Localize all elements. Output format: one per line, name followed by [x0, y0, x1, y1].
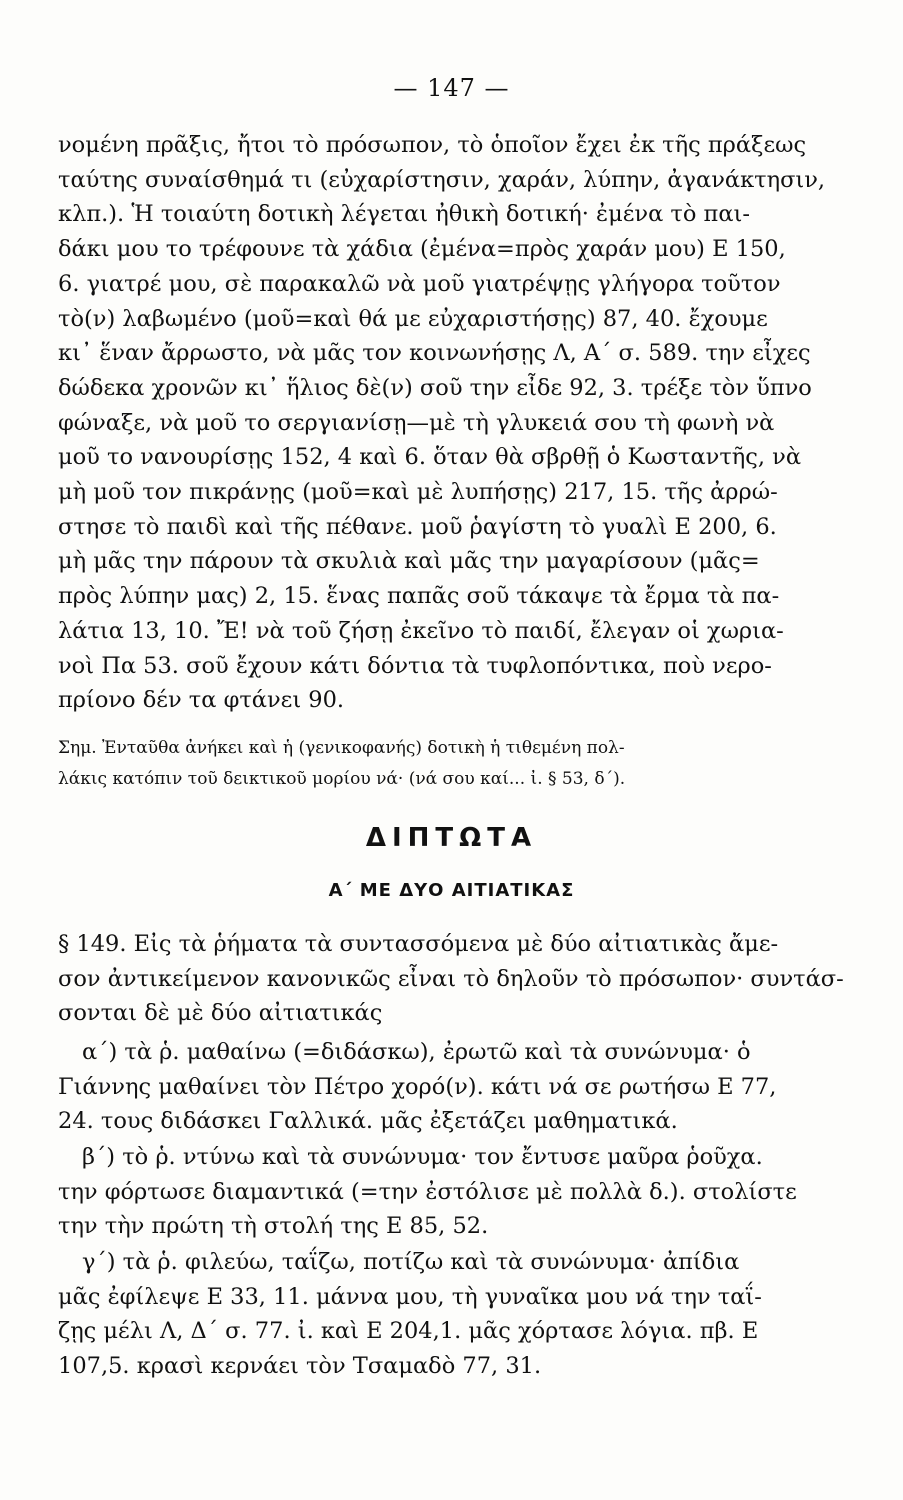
- text-line: ζῃς μέλι Λ, Δ΄ σ. 77. ἰ. καὶ Ε 204,1. μᾶς χόρτασε λόγια. πβ. Ε: [58, 1318, 759, 1345]
- text-line: γ΄) τὰ ῥ. φιλεύω, ταΐζω, ποτίζω καὶ τὰ συνώνυμα· ἀπίδια: [82, 1249, 740, 1275]
- text-line: νομένη πρᾶξις, ἤτοι τὸ πρόσωπον, τὸ ὁποῖον ἔχει ἐκ τῆς πράξεως: [58, 132, 807, 158]
- text-line: την φόρτωσε διαμαντικά (=την ἐστόλισε μὲ πολλὰ δ.). στολίστε: [58, 1178, 797, 1205]
- item-c: [58, 1245, 870, 1384]
- text-line: σον ἀντικείμενον κανονικῶς εἶναι τὸ δηλοῦν τὸ πρόσωπον· συντάσ-: [58, 965, 844, 992]
- text-line: πρίονο δέν τα φτάνει 90.: [58, 687, 345, 714]
- note-line: λάκις κατόπιν τοῦ δεικτικοῦ μορίου νά· (νά σου καί... ἰ. § 53, δ΄).: [58, 769, 626, 789]
- text-line: σονται δὲ μὲ δύο αἰτιατικάς: [58, 1000, 383, 1027]
- text-line: νοὶ Πα 53. σοῦ ἔχουν κάτι δόντια τὰ τυφλοπόντικα, ποὺ νερο-: [58, 652, 772, 679]
- text-line: § 149. Εἰς τὰ ῥήματα τὰ συντασσόμενα μὲ δύο αἰτιατικὰς ἄμε-: [58, 931, 779, 957]
- section-paragraph: [58, 927, 870, 1031]
- text-line: μὴ μᾶς την πάρουν τὰ σκυλιὰ καὶ μᾶς την μαγαρίσουν (μᾶς=: [58, 548, 760, 575]
- text-line: φώναξε, νὰ μοῦ το σεργιανίσῃ—μὲ τὴ γλυκειά σου τὴ φωνὴ νὰ: [58, 409, 775, 436]
- text-line: Γιάννης μαθαίνει τὸν Πέτρο χορό(ν). κάτι νά σε ρωτήσω Ε 77,: [58, 1073, 777, 1100]
- text-line: δάκι μου το τρέφουνε τὰ χάδια (ἐμένα=πρὸς χαράν μου) Ε 150,: [58, 236, 786, 263]
- text-line: κι᾽ ἕναν ἄρρωστο, νὰ μᾶς τον κοινωνήσῃς Λ, Α΄ σ. 589. την εἶχες: [58, 340, 811, 367]
- text-line: την τὴν πρώτη τὴ στολή της Ε 85, 52.: [58, 1213, 489, 1240]
- section-heading: ΔΙΠΤΩΤΑ: [365, 823, 538, 853]
- text-line: 107,5. κρασὶ κερνάει τὸν Τσαμαδὸ 77, 31.: [58, 1353, 542, 1380]
- text-line: α΄) τὰ ῥ. μαθαίνω (=διδάσκω), ἐρωτῶ καὶ τὰ συνώνυμα· ὁ: [82, 1039, 751, 1065]
- text-line: μοῦ το νανουρίσῃς 152, 4 καὶ 6. ὅταν θὰ σβρθῇ ὁ Κωσταντῆς, νὰ: [58, 444, 802, 471]
- text-line: β΄) τὸ ῥ. ντύνω καὶ τὰ συνώνυμα· τον ἔντυσε μαῦρα ῥοῦχα.: [82, 1144, 763, 1170]
- item-a: [58, 1035, 870, 1139]
- top-paragraph: [58, 128, 870, 718]
- text-line: τὸ(ν) λαβωμένο (μοῦ=καὶ θά με εὐχαριστήσῃς) 87, 40. ἔχουμε: [58, 305, 768, 332]
- text-line: πρὸς λύπην μας) 2, 15. ἕνας παπᾶς σοῦ τάκαψε τὰ ἔρμα τὰ πα-: [58, 583, 780, 610]
- text-line: στησε τὸ παιδὶ καὶ τῆς πέθανε. μοῦ ῥαγίστη τὸ γυαλὶ Ε 200, 6.: [58, 513, 777, 540]
- item-b: [58, 1140, 870, 1244]
- text-line: μᾶς ἐφίλεψε Ε 33, 11. μάννα μου, τὴ γυναῖκα μου νά την ταΐ-: [58, 1283, 762, 1310]
- text-line: δώδεκα χρονῶν κι᾽ ἥλιος δὲ(ν) σοῦ την εἶδε 92, 3. τρέξε τὸν ὕπνο: [58, 374, 812, 401]
- text-line: λάτια 13, 10. Ἔ! νὰ τοῦ ζήσῃ ἐκεῖνο τὸ παιδί, ἔλεγαν οἱ χωρια-: [58, 617, 784, 644]
- text-line: 6. γιατρέ μου, σὲ παρακαλῶ νὰ μοῦ γιατρέψῃς γλήγορα τοῦτον: [58, 270, 781, 297]
- text-line: κλπ.). Ἡ τοιαύτη δοτικὴ λέγεται ἠθικὴ δοτική· ἐμένα τὸ παι-: [58, 201, 750, 228]
- page-number: — 147 —: [393, 74, 510, 102]
- footnote-remark: [58, 733, 870, 795]
- text-line: ταύτης συναίσθημά τι (εὐχαρίστησιν, χαράν, λύπην, ἀγανάκτησιν,: [58, 166, 826, 193]
- text-line: μὴ μοῦ τον πικράνῃς (μοῦ=καὶ μὲ λυπήσῃς) 217, 15. τῆς ἀρρώ-: [58, 479, 778, 506]
- section-subheading: Α΄ ΜΕ ΔΥΟ ΑΙΤΙΑΤΙΚΑΣ: [328, 880, 575, 901]
- text-line: 24. τους διδάσκει Γαλλικά. μᾶς ἐξετάζει μαθηματικά.: [58, 1108, 678, 1135]
- note-line: Σημ. Ἐνταῦθα ἀνήκει καὶ ἡ (γενικοφανής) δοτικὴ ἡ τιθεμένη πολ-: [58, 738, 625, 758]
